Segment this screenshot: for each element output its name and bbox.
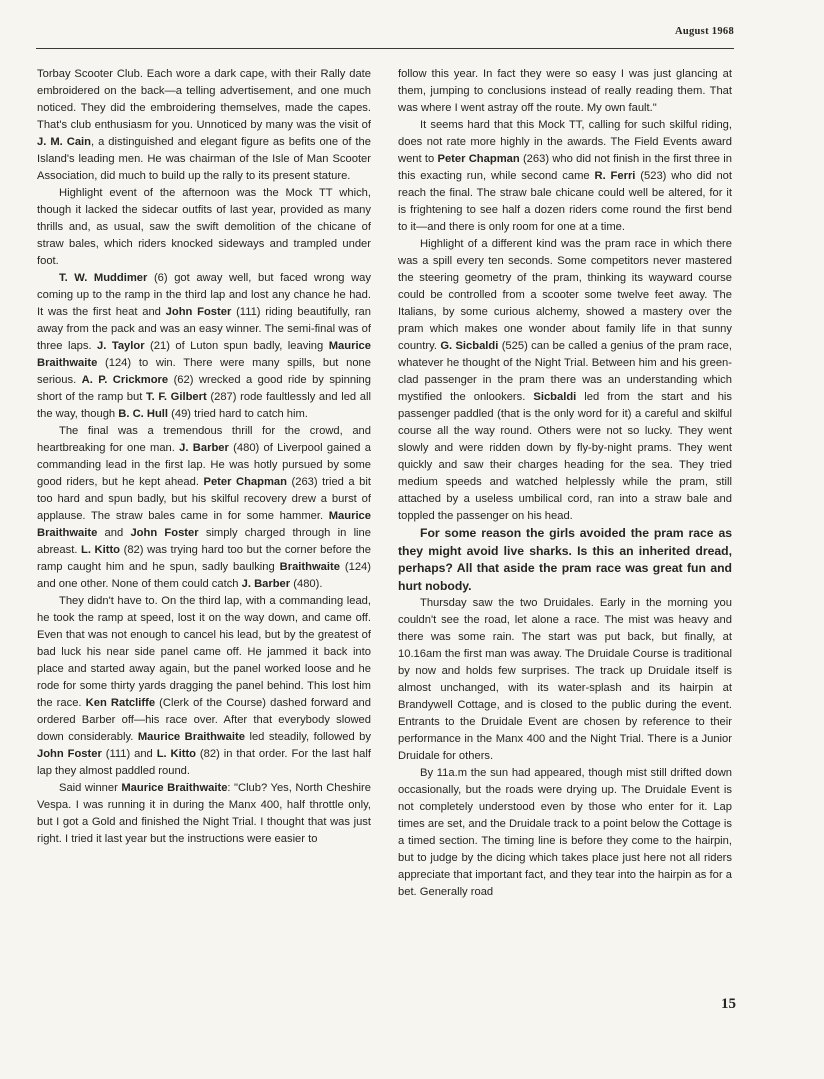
text-run: (Clerk of the Course) dashed forward and ordered Barber off—his race over. After that everybody slowed down considerably. — [37, 697, 372, 743]
text-run: : "Club? Yes, North Cheshire Vespa. I was running it in during the Manx 400, half throttle only, but I got a Gold and finished the Night Trial. I thought that was just right. I tried it last year but the instructions were easier to — [37, 782, 371, 845]
text-run: Torbay Scooter Club. Each wore a dark cape, with their Rally date embroidered on the back—a telling advertisement, and one much noticed. They did the embroidering themselves, made the capes. That's club enthusiasm for you. Unnoticed by many was the visit of — [37, 68, 371, 131]
text-run: (480) of Liverpool gained a commanding lead in the first lap. He was hotly pursued by some good riders, but he kept ahead. — [37, 442, 371, 488]
rider-name: J. M. Cain — [37, 136, 91, 148]
rider-name: Sicbaldi — [533, 391, 577, 403]
text-run: (6) got away well, but faced wrong way coming up to the ramp in the third lap and lost any chance he had. It was the first heat and — [37, 272, 371, 318]
text-run: follow this year. In fact they were so easy I was just glancing at them, jumping to conclusions instead of really reading them. That was where I went astray off the route. My own fault." — [398, 68, 732, 114]
rider-name: G. Sicbaldi — [440, 340, 499, 352]
paragraph — [398, 595, 732, 765]
text-run: (124) and one other. None of them could catch — [37, 561, 371, 590]
page-header — [36, 26, 734, 49]
issue-date: August 1968 — [674, 26, 734, 37]
rider-name: Ken Ratcliffe — [85, 697, 156, 709]
paragraph — [398, 117, 732, 236]
rider-name: J. Barber — [241, 578, 291, 590]
rider-name: R. Ferri — [594, 170, 636, 182]
paragraph — [37, 780, 371, 848]
paragraph — [37, 66, 371, 185]
rider-name: J. Taylor — [97, 340, 145, 352]
rider-name: Peter Chapman — [203, 476, 287, 488]
right-column — [398, 66, 732, 901]
rider-name: T. F. Gilbert — [146, 391, 207, 403]
rider-name: L. Kitto — [156, 748, 197, 760]
text-run: (111) riding beautifully, ran away from the pack and was an easy winner. The semi-final was of three laps. — [37, 306, 371, 352]
paragraph — [37, 185, 371, 270]
text-run: Highlight of a different kind was the pram race in which there was a spill every ten seconds. Some competitors never mastered the steering geometry of the pram, thinking its wayward course could be controlled from a scooter some twelve feet away. The Italians, by some curious alchemy, showed a mastery over the pram which makes one wonder about family life in that sunny country. — [398, 238, 732, 352]
rider-name: John Foster — [37, 748, 102, 760]
text-run: Said winner — [59, 782, 122, 794]
paragraph — [37, 423, 371, 593]
text-run: It seems hard that this Mock TT, calling for such skilful riding, does not rate more highly in the awards. The Field Events award went to — [398, 119, 732, 165]
paragraph — [398, 236, 732, 525]
text-run: For some reason the girls avoided the pram race as they might avoid live sharks. Is this an inherited dread, perhaps? All that aside the pram race was great fun and hurt nobody. — [398, 526, 732, 593]
rider-name: L. Kitto — [81, 544, 121, 556]
text-run: (21) of Luton spun badly, leaving — [144, 340, 329, 352]
text-run: (525) can be called a genius of the pram race, whatever he thought of the Night Trial. Between him and his green-clad passenger in the pram there was an understanding which mystified the onlookers. — [398, 340, 732, 403]
rider-name: Braithwaite — [279, 561, 340, 573]
text-run: (124) to win. There were many spills, but none serious. — [37, 357, 371, 386]
text-run: (287) rode faultlessly and led all the way, though — [37, 391, 371, 420]
text-run: (263) who did not finish in the first three in this exacting run, while second came — [398, 153, 732, 182]
rider-name: A. P. Crickmore — [81, 374, 169, 386]
rider-name: Maurice Braithwaite — [137, 731, 245, 743]
text-run: (82) was trying hard too but the corner before the ramp caught him and he spun, sadly baulking — [37, 544, 371, 573]
paragraph — [398, 525, 732, 595]
text-run: and — [97, 527, 131, 539]
text-run: (82) in that order. For the last half lap they almost paddled round. — [37, 748, 371, 777]
rider-name: T. W. Muddimer — [59, 272, 148, 284]
text-run: (263) tried a bit too hard and spun badly, but his skilful recovery drew a burst of applause. The straw bales came in for some hammer. — [37, 476, 371, 522]
paragraph — [398, 66, 732, 117]
text-run: , a distinguished and elegant figure as befits one of the Island's leading men. He was chairman of the Isle of Man Scooter Association, did much to build up the rally to its present stature. — [37, 136, 371, 182]
text-run: (49) tried hard to catch him. — [168, 408, 308, 420]
rider-name: Maurice Braithwaite — [37, 510, 371, 539]
text-run: (62) wrecked a good ride by spinning short of the ramp but — [37, 374, 371, 403]
paragraph — [37, 593, 371, 780]
rider-name: Peter Chapman — [437, 153, 520, 165]
text-run: (480). — [290, 578, 323, 590]
rider-name: Maurice Braithwaite — [121, 782, 228, 794]
text-run: led from the start and his passenger paddled (that is the only word for it) a careful and skilful course all the way round. Others were not so lucky. They went slowly and were ridden down by fly-by-night prams. They went quickly and saw their charges heading for the sea. They tried medium speeds and watched helplessly while the pram, still attached by a useless umbilical cord, ran into a straw bale and toppled the passenger on his head. — [398, 391, 732, 522]
text-run: led steadily, followed by — [244, 731, 371, 743]
text-run: Highlight event of the afternoon was the Mock TT which, though it lacked the sidecar outfits of last year, provided as many thrills and, as usual, saw the swift demolition of the chicane of straw bales, which riders knocked sideways and trampled under foot. — [37, 187, 371, 267]
rider-name: John Foster — [165, 306, 232, 318]
paragraph — [398, 765, 732, 901]
left-column — [37, 66, 371, 848]
text-run: (523) who did not reach the final. The straw bale chicane could well be altered, for it is frightening to see half a dozen riders come round the first bend to it—and there is only room for one at a time. — [398, 170, 733, 233]
rider-name: Maurice Braithwaite — [37, 340, 371, 369]
rider-name: B. C. Hull — [118, 408, 169, 420]
text-run: simply charged through in line abreast. — [37, 527, 371, 556]
text-run: The final was a tremendous thrill for the crowd, and heartbreaking for one man. — [37, 425, 371, 454]
rider-name: John Foster — [130, 527, 199, 539]
text-run: (111) and — [101, 748, 157, 760]
paragraph — [37, 270, 371, 423]
rider-name: J. Barber — [179, 442, 229, 454]
text-run: By 11a.m the sun had appeared, though mist still drifted down occasionally, but the roads were drying up. The Druidale Event is not completely understood even by those who enter for it. Lap times are set, and the Druidale track to a point below the Cottage is a timed section. The timing line is before they come to the hairpin, but to judge by the dicing which takes place just here not all riders appreciate that important fact, and they tear into the hairpin as for a bet. Generally road — [398, 767, 732, 898]
page-number: 15 — [721, 996, 736, 1012]
text-run: They didn't have to. On the third lap, with a commanding lead, he took the ramp at speed, lost it on the way down, and came off. Even that was not enough to cancel his lead, but by the greatest of bad luck his near side panel came off. He jammed it back into place and started away again, but the panel worked loose and he rode for some thirty yards dragging the panel behind. This lost him the race. — [37, 595, 371, 709]
text-run: Thursday saw the two Druidales. Early in the morning you couldn't see the road, let alone a race. The mist was heavy and there was some rain. The start was put back, but finally, at 10.16am the first man was away. The Druidale Course is traditional by now and holds few surprises. The track up Druidale itself is almost unchanged, with its water-splash and its hairpin at Brandywell Cottage, and is closed to the public during the event. Entrants to the Druidale Event are chosen by reference to their performance in the Manx 400 and the Night Trial. There is a Junior Druidale for others. — [398, 597, 732, 762]
